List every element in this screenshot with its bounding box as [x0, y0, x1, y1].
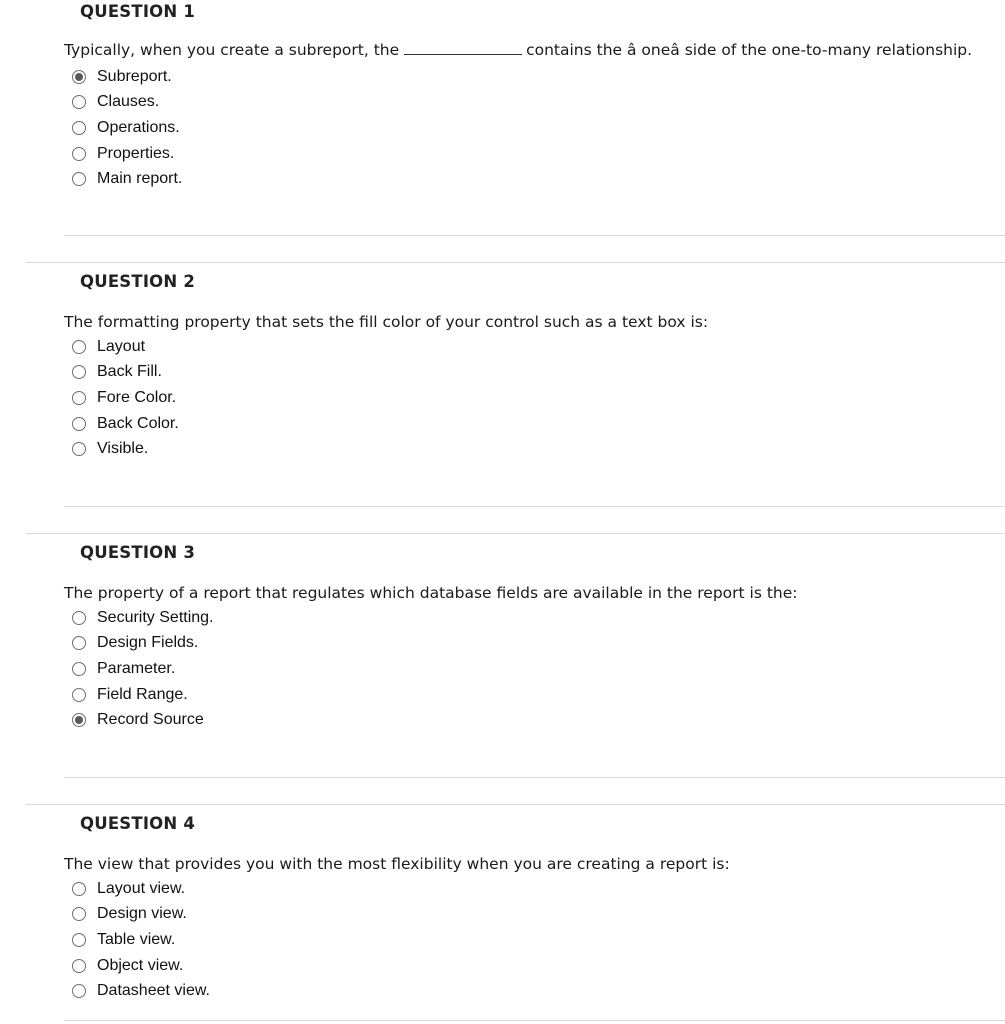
answer-option-label: Clauses.: [97, 93, 160, 111]
answer-option-label: Record Source: [97, 711, 204, 729]
answer-option-label: Fore Color.: [97, 388, 177, 406]
question-title: QUESTION 4: [80, 814, 196, 833]
answer-blank: [404, 54, 522, 55]
answer-option[interactable]: [72, 927, 210, 953]
answer-option[interactable]: [72, 141, 182, 167]
answer-option[interactable]: [72, 605, 214, 631]
answer-option-label: Subreport.: [97, 67, 172, 85]
question-text: [64, 41, 972, 59]
radio-button[interactable]: [72, 365, 86, 379]
answer-option[interactable]: [72, 90, 182, 116]
section-divider: [26, 262, 1005, 263]
question-divider: [64, 235, 1005, 236]
question-2: [0, 262, 1005, 533]
answer-option-label: Datasheet view.: [97, 982, 210, 1000]
answer-options: [72, 876, 210, 1004]
radio-button[interactable]: [72, 611, 86, 625]
question-divider: [64, 506, 1005, 507]
answer-option[interactable]: [72, 902, 210, 928]
answer-option[interactable]: [72, 334, 179, 360]
answer-option[interactable]: [72, 707, 214, 733]
question-title: QUESTION 2: [80, 272, 196, 291]
answer-option[interactable]: [72, 978, 210, 1004]
radio-button[interactable]: [72, 95, 86, 109]
answer-option-label: Visible.: [97, 440, 149, 458]
answer-options: [72, 64, 182, 192]
radio-button[interactable]: [72, 636, 86, 650]
answer-option[interactable]: [72, 360, 179, 386]
question-divider: [64, 1020, 1005, 1021]
radio-button[interactable]: [72, 340, 86, 354]
radio-button[interactable]: [72, 688, 86, 702]
radio-button[interactable]: [72, 442, 86, 456]
section-divider: [26, 804, 1005, 805]
answer-option[interactable]: [72, 876, 210, 902]
radio-button[interactable]: [72, 959, 86, 973]
answer-option[interactable]: [72, 656, 214, 682]
answer-option[interactable]: [72, 682, 214, 708]
answer-option-label: Field Range.: [97, 685, 188, 703]
answer-option-label: Operations.: [97, 118, 180, 136]
section-divider: [26, 533, 1005, 534]
question-title: QUESTION 1: [80, 2, 196, 21]
answer-option[interactable]: [72, 436, 179, 462]
answer-option-label: Security Setting.: [97, 608, 214, 626]
question-3: [0, 533, 1005, 804]
answer-option-label: Table view.: [97, 930, 176, 948]
answer-option[interactable]: [72, 411, 179, 437]
question-1: [0, 0, 1005, 271]
answer-option[interactable]: [72, 166, 182, 192]
question-text: The property of a report that regulates which database fields are available in the report is the:: [64, 584, 798, 602]
radio-button[interactable]: [72, 172, 86, 186]
radio-button[interactable]: [72, 391, 86, 405]
answer-option-label: Design view.: [97, 905, 187, 923]
answer-options: [72, 605, 214, 733]
answer-option[interactable]: [72, 953, 210, 979]
answer-option[interactable]: [72, 631, 214, 657]
answer-option-label: Layout: [97, 337, 146, 355]
answer-option-label: Back Fill.: [97, 363, 162, 381]
radio-button[interactable]: [72, 933, 86, 947]
radio-button[interactable]: [72, 121, 86, 135]
question-text-after: contains the â oneâ side of the one-to-many relationship.: [526, 41, 973, 59]
radio-button[interactable]: [72, 907, 86, 921]
answer-option-label: Parameter.: [97, 659, 176, 677]
question-text: The formatting property that sets the fill color of your control such as a text box is:: [64, 313, 709, 331]
radio-button[interactable]: [72, 70, 86, 84]
radio-button[interactable]: [72, 417, 86, 431]
question-text-before: Typically, when you create a subreport, the: [64, 41, 400, 59]
question-4: [0, 804, 1005, 1024]
radio-button[interactable]: [72, 662, 86, 676]
answer-option-label: Properties.: [97, 144, 175, 162]
answer-option-label: Main report.: [97, 170, 183, 188]
answer-option-label: Object view.: [97, 956, 184, 974]
question-text: The view that provides you with the most flexibility when you are creating a report is:: [64, 855, 730, 873]
answer-option-label: Design Fields.: [97, 634, 199, 652]
radio-button[interactable]: [72, 147, 86, 161]
radio-button[interactable]: [72, 984, 86, 998]
question-divider: [64, 777, 1005, 778]
answer-option[interactable]: [72, 385, 179, 411]
question-title: QUESTION 3: [80, 543, 196, 562]
radio-button[interactable]: [72, 882, 86, 896]
answer-option-label: Back Color.: [97, 414, 179, 432]
answer-options: [72, 334, 179, 462]
answer-option[interactable]: [72, 115, 182, 141]
answer-option[interactable]: [72, 64, 182, 90]
answer-option-label: Layout view.: [97, 879, 186, 897]
radio-button[interactable]: [72, 713, 86, 727]
